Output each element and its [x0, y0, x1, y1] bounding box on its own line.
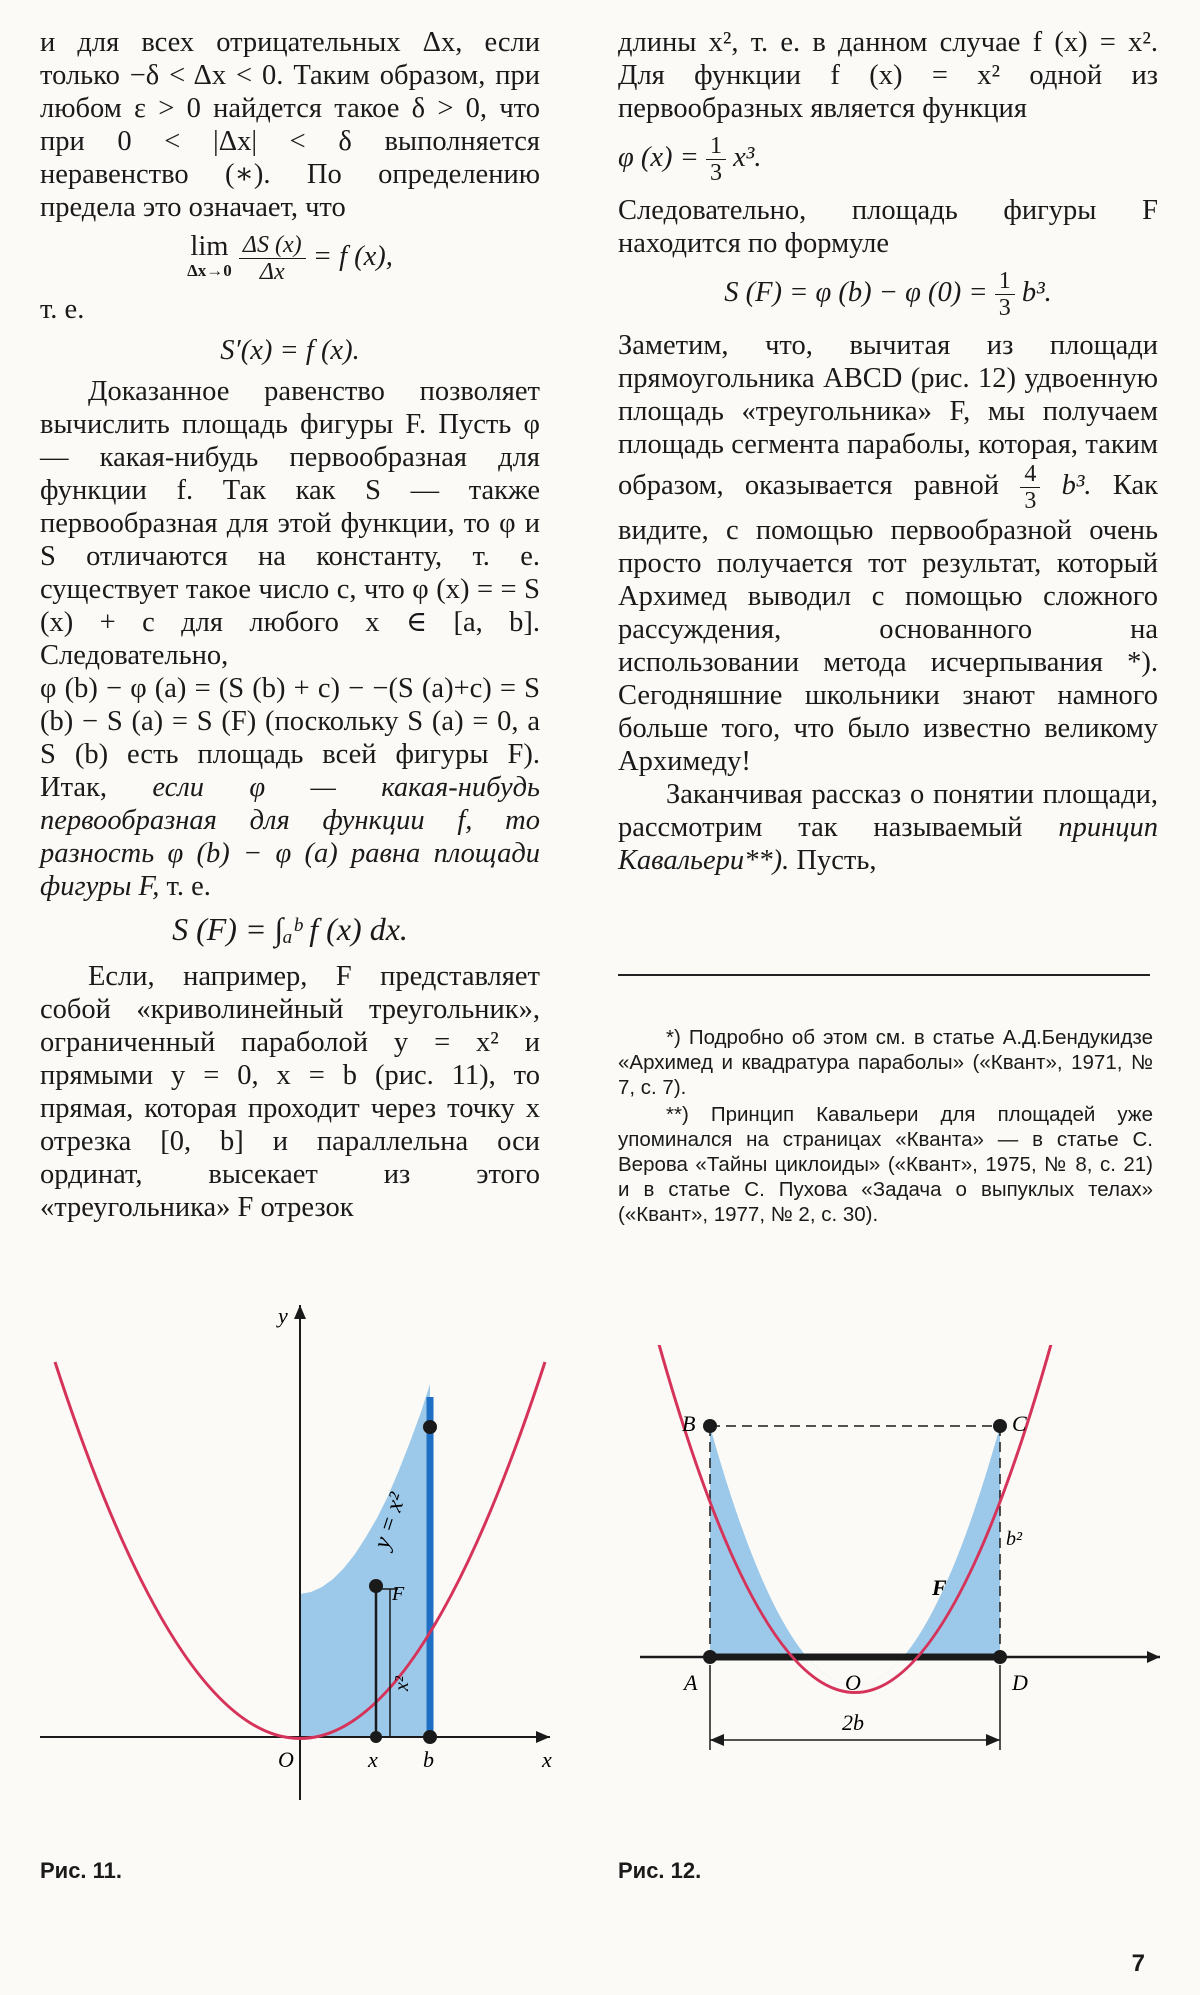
y-axis-arrow — [294, 1305, 306, 1319]
left-paragraph-2: Доказанное равенство позволяет вычислить площадь фигуры F. Пусть φ — какая-нибудь первообразная для функции f. Так как S — также первообразная для этой функции, то φ и S отличаются на константу, т. е. существует такое число c, что φ (x) = = S (x) + c для любого x ∈ [a, b]. Следовательно, — [40, 376, 540, 671]
left-paragraph-3-tail: т. е. — [166, 871, 211, 902]
cavalieri-principle: принцип Кавальери**). — [618, 812, 1158, 876]
left-paragraph-3 — [40, 672, 540, 903]
limit-operator — [187, 230, 232, 283]
figure-11 — [30, 1305, 590, 1825]
point-a — [703, 1650, 717, 1664]
te-label: т. е. — [40, 294, 85, 325]
figure-12 — [620, 1345, 1165, 1840]
label-segment: x² — [391, 1676, 413, 1691]
x-axis-arrow — [1147, 1651, 1160, 1663]
area-fraction — [995, 268, 1015, 321]
label-width: 2b — [842, 1710, 864, 1735]
limit-fraction — [239, 232, 306, 285]
label-curve: y = x² — [368, 1489, 412, 1552]
right-paragraph-3 — [618, 778, 1158, 877]
area-numerator: 1 — [995, 268, 1015, 295]
dim-arrow-left — [710, 1734, 724, 1746]
phi-fraction — [706, 133, 726, 186]
phi-denominator: 3 — [710, 160, 723, 186]
label-region-f: F — [392, 1583, 405, 1605]
label-x-axis: x — [542, 1747, 552, 1772]
area-rhs: b³. — [1021, 277, 1052, 309]
label-a-point: A — [684, 1670, 698, 1695]
point-b — [703, 1419, 717, 1433]
point-x-axis — [370, 1731, 382, 1743]
label-y: y — [278, 1305, 288, 1328]
segment-fraction — [1020, 461, 1040, 514]
point-on-curve-b — [423, 1420, 437, 1434]
footnotes — [618, 1025, 1153, 1229]
footnote-2: **) Принцип Кавальери для площадей уже упоминался на страницах «Кванта» — в статье С. Верова «Тайны циклоиды» («Квант», 1975, № 8, с. 21) и в статье С. Пухова «Задача о выпуклых телах» («Квант», 1977, № 2, с. 30). — [618, 1103, 1153, 1226]
segment-denominator: 3 — [1024, 488, 1037, 514]
phi-lhs: φ (x) = — [618, 142, 699, 174]
right-column — [618, 26, 1158, 877]
area-denominator: 3 — [998, 295, 1011, 321]
integral-formula: S (F) = ∫ₐᵇ f (x) dx. — [172, 911, 408, 947]
figure-12-caption: Рис. 12. — [618, 1858, 702, 1883]
label-d-point: D — [1012, 1670, 1028, 1695]
label-origin: O — [845, 1670, 861, 1695]
segment-rhs: b³. — [1061, 470, 1092, 502]
left-paragraph-1: и для всех отрицательных Δx, если только −δ < Δx < 0. Таким образом, при любом ε > 0 найдется такое δ > 0, что при 0 < |Δx| < δ выполняется неравенство (∗). По определению предела это означает, что — [40, 27, 540, 223]
right-paragraph-2a: Заметим, что, вычитая из площади прямоугольника ABCD (рис. 12) удвоенную площадь «треугольника» F, мы получаем площадь сегмента параболы, которая, таким образом, оказывается равной — [618, 330, 1158, 502]
area-lhs: S (F) = φ (b) − φ (0) = — [724, 277, 988, 309]
figure-11-caption: Рис. 11. — [40, 1858, 123, 1883]
point-d — [993, 1650, 1007, 1664]
left-column — [40, 26, 540, 1224]
limit-rhs: = f (x), — [312, 241, 393, 273]
label-x-tick: x — [368, 1747, 378, 1772]
right-paragraph-1a: длины x², т. е. в данном случае f (x) = x². Для функции f (x) = x² одной из первообразных является функция — [618, 27, 1158, 124]
limit-numerator: ΔS (x) — [239, 232, 306, 259]
limit-formula — [40, 232, 540, 285]
label-b-point: B — [682, 1411, 696, 1436]
theorem-statement: если φ — какая-нибудь первообразная для функции f, то разность φ (b) − φ (a) равна площади фигуры F, — [40, 772, 540, 902]
limit-word: lim — [190, 230, 229, 262]
right-paragraph-1b: Следовательно, площадь фигуры F находится по формуле — [618, 195, 1158, 259]
x-axis-arrow — [536, 1731, 550, 1743]
label-region-f: F — [932, 1575, 947, 1600]
label-b-tick: b — [423, 1747, 434, 1772]
footnote-1: *) Подробно об этом см. в статье А.Д.Бендукидзе «Архимед и квадратура параболы» («Квант», 1971, № 7, с. 7). — [618, 1026, 1153, 1099]
point-on-curve-x — [369, 1579, 383, 1593]
left-paragraph-3-text: φ (b) − φ (a) = (S (b) + c) − −(S (a)+c) = S (b) − S (a) = S (F) (поскольку S (a) = 0, а S (b) есть площадь всей фигуры F). Итак, — [40, 673, 540, 803]
label-height: b² — [1006, 1528, 1022, 1550]
phi-rhs: x³. — [733, 142, 762, 174]
footnote-divider — [618, 974, 1150, 976]
area-formula — [618, 268, 1158, 321]
point-c — [993, 1419, 1007, 1433]
label-c-point: C — [1012, 1411, 1027, 1436]
page-number: 7 — [1131, 1950, 1145, 1977]
phi-numerator: 1 — [706, 133, 726, 160]
derivative-formula: S′(x) = f (x). — [220, 335, 360, 366]
label-origin: O — [278, 1747, 294, 1772]
segment-numerator: 4 — [1020, 461, 1040, 488]
point-b-axis — [423, 1730, 437, 1744]
limit-subscript: Δx→0 — [187, 260, 232, 280]
dim-arrow-right — [986, 1734, 1000, 1746]
right-paragraph-2b: Как видите, с помощью первообразной очень просто получается тот результат, который Архимед выводил с помощью сложного рассуждения, основанного на использовании метода исчерпывания *). Сегодняшние школьники знают намного больше того, что было известно великому Архимеду! — [618, 470, 1159, 777]
phi-formula — [618, 133, 1158, 186]
left-paragraph-4: Если, например, F представляет собой «криволинейный треугольник», ограниченный параболой y = x² и прямыми y = 0, x = b (рис. 11), то прямая, которая проходит через точку x отрезка [0, b] и параллельна оси ординат, высекает из этого «треугольника» F отрезок — [40, 961, 540, 1223]
right-paragraph-2 — [618, 329, 1158, 778]
limit-denominator: Δx — [259, 259, 285, 285]
right-paragraph-3-tail: Пусть, — [796, 845, 877, 876]
right-paragraph-3-text: Заканчивая рассказ о понятии площади, рассмотрим так называемый — [618, 779, 1158, 843]
